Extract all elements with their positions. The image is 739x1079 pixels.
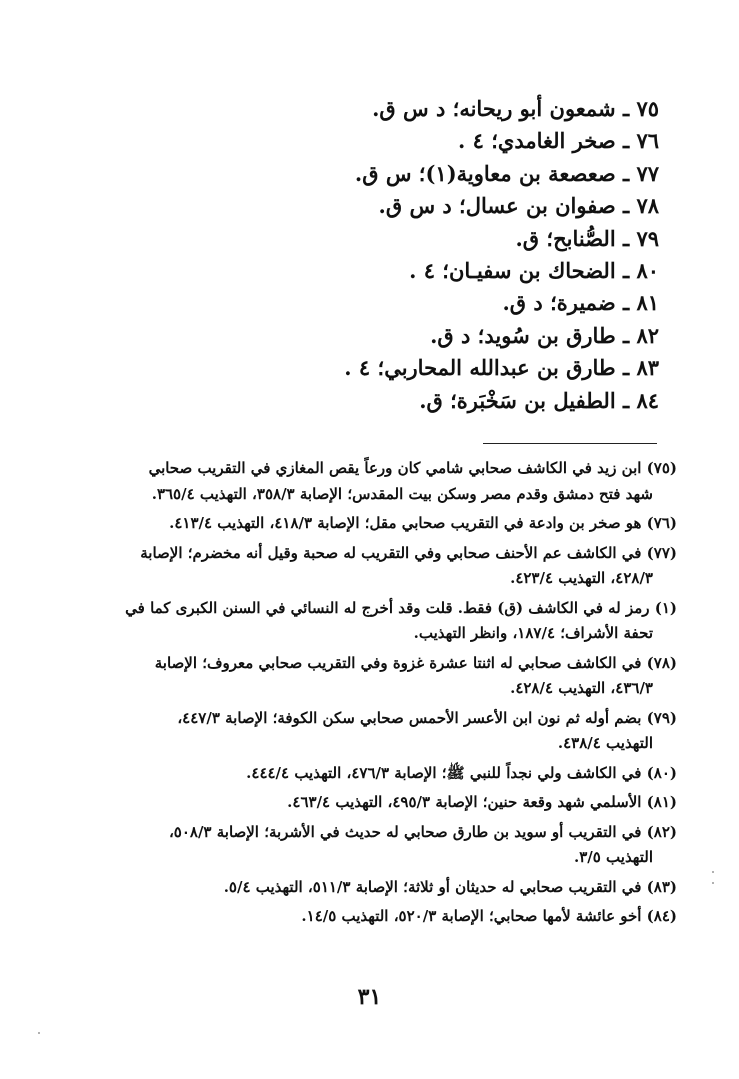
footnote-continuation: التهذيب ٤٣٨/٤.	[557, 734, 653, 752]
footnote	[65, 511, 677, 537]
scan-speck	[38, 1032, 40, 1034]
footnote-separator	[483, 443, 657, 444]
scan-speck	[712, 882, 714, 884]
scan-speck	[712, 871, 714, 873]
footnote	[65, 820, 677, 871]
list-item: ٨٠ ـ الضحاك بن سفيـان؛ ٤ .	[409, 257, 659, 283]
narrator-list	[239, 93, 659, 417]
list-item: ٨١ ـ ضميرة؛ د ق.	[502, 290, 659, 316]
footnote-first-line: (٧٥) ابن زيد في الكاشف صحابي شامي كان ورعاً يقص المغازي في التقريب صحابي	[148, 459, 677, 477]
footnote-continuation: ٤٢٨/٣، التهذيب ٤٢٣/٤.	[510, 569, 653, 587]
footnote	[65, 875, 677, 901]
footnote-first-line: (٨٤) أخو عائشة لأمها صحابي؛ الإصابة ٥٢٠/٣، التهذيب ١٤/٥.	[301, 907, 677, 925]
footnote-continuation: تحفة الأشراف؛ ١٨٧/٤، وانظر التهذيب.	[413, 624, 653, 642]
footnote-first-line: (٨٢) في التقريب أو سويد بن طارق صحابي له حديث في الأشربة؛ الإصابة ٥٠٨/٣،	[168, 822, 677, 841]
footnote-first-line: (٨٣) في التقريب صحابي له حديثان أو ثلاثة؛ الإصابة ٥١١/٣، التهذيب ٥/٤.	[223, 877, 677, 896]
list-item: ٧٧ ـ صعصعة بن معاوية(١)؛ س ق.	[354, 160, 659, 186]
footnotes	[65, 456, 677, 934]
footnote	[65, 651, 677, 702]
footnote-first-line: (٧٩) بضم أوله ثم نون ابن الأعسر الأحمس صحابي سكن الكوفة؛ الإصابة ٤٤٧/٣،	[177, 708, 677, 727]
list-item: ٨٤ ـ الطفيل بن سَخْبَرة؛ ق.	[419, 387, 659, 413]
page-number: ٣١	[357, 984, 382, 1010]
footnote-continuation: التهذيب ٣/٥.	[573, 848, 653, 866]
list-item: ٧٦ ـ صخر الغامدي؛ ٤ .	[458, 128, 659, 154]
footnote-continuation: ٤٣٦/٣، التهذيب ٤٢٨/٤.	[510, 679, 653, 697]
footnote-first-line: (١) رمز له في الكاشف (ق) فقط. قلت وقد أخرج له النسائي في السنن الكبرى كما في	[125, 598, 677, 617]
footnote	[65, 541, 677, 592]
footnote	[65, 761, 677, 787]
footnote-first-line: (٨٠) في الكاشف ولي نجداً للنبي ﷺ؛ الإصابة ٤٧٦/٣، التهذيب ٤٤٤/٤.	[246, 763, 677, 782]
list-item: ٧٨ ـ صفوان بن عسال؛ د س ق.	[378, 193, 659, 219]
footnote-first-line: (٨١) الأسلمي شهد وقعة حنين؛ الإصابة ٤٩٥/٣، التهذيب ٤٦٣/٤.	[287, 793, 677, 811]
list-item: ٨٢ ـ طارق بن سُويد؛ د ق.	[430, 322, 659, 348]
footnote	[65, 790, 677, 816]
list-item: ٧٥ ـ شمعون أبو ريحانه؛ د س ق.	[372, 96, 659, 121]
footnote	[65, 904, 677, 930]
footnote-continuation: شهد فتح دمشق وقدم مصر وسكن بيت المقدس؛ الإصابة ٣٥٨/٣، التهذيب ٣٦٥/٤.	[151, 484, 653, 503]
footnote-first-line: (٧٧) في الكاشف عم الأحنف صحابي وفي التقريب له صحبة وقيل أنه مخضرم؛ الإصابة	[140, 543, 677, 562]
list-item: ٧٩ ـ الصُّنابح؛ ق.	[515, 225, 659, 251]
footnote	[65, 706, 677, 757]
list-item: ٨٣ ـ طارق بن عبدالله المحاربي؛ ٤ .	[344, 355, 659, 381]
footnote-first-line: (٧٦) هو صخر بن وادعة في التقريب صحابي مقل؛ الإصابة ٤١٨/٣، التهذيب ٤١٣/٤.	[169, 514, 677, 532]
footnote	[65, 456, 677, 507]
footnote-first-line: (٧٨) في الكاشف صحابي له اثنتا عشرة غزوة وفي التقريب صحابي معروف؛ الإصابة	[154, 653, 677, 672]
footnote	[65, 596, 677, 647]
